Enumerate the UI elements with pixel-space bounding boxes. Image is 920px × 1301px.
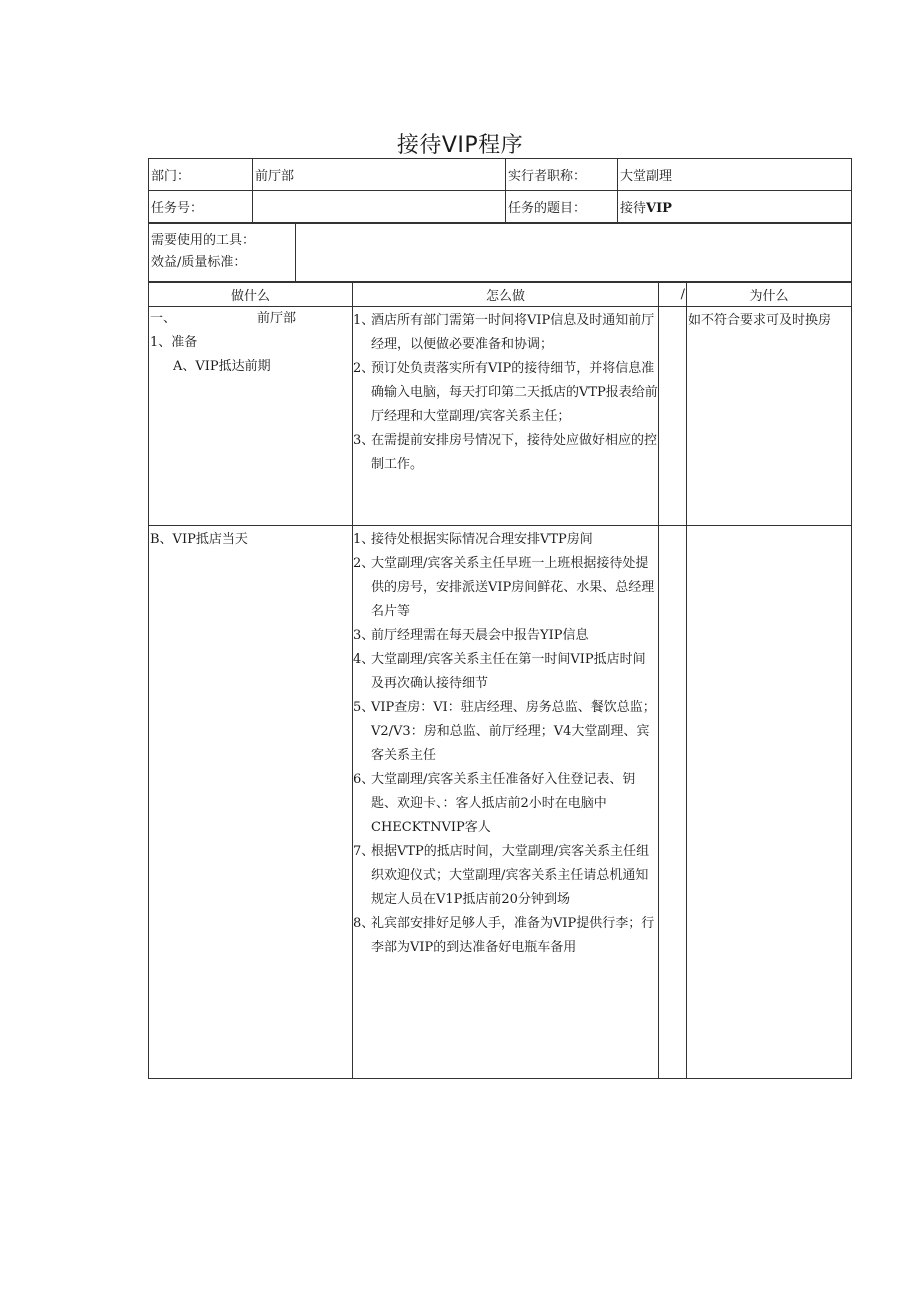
section-b-what: [149, 526, 353, 1079]
section-a-subtitle: A、VIP抵达前期: [173, 359, 271, 374]
quality-label: 效益/质量标准：: [151, 255, 247, 270]
header-what: 做什么: [149, 283, 353, 307]
step-item: 4、 大堂副理/宾客关系主任在第一时间VIP抵店时间及再次确认接待细节: [353, 652, 646, 691]
tools-label-cell: [149, 224, 296, 282]
step-item: 3、 在需提前安排房号情况下，接待处应做好相应的控制工作。: [353, 433, 658, 472]
section-a-row: [149, 307, 852, 526]
step-item: 3、 前厅经理需在每天晨会中报告YIP信息: [353, 628, 589, 643]
section-a-check: [659, 307, 687, 526]
section-b-title: B、VIP抵店当天: [150, 532, 248, 547]
step-item: 5、 VIP查房：VI：驻店经理、房务总监、餐饮总监；V2/V3：房和总监、前厅经理；V4大堂副理、宾客关系主任: [353, 700, 656, 763]
task-no-value: [253, 191, 506, 223]
task-title-label: 任务的题目：: [506, 191, 618, 223]
tools-label: 需要使用的工具：: [151, 233, 256, 248]
tools-table: [148, 223, 852, 282]
section-a-numeral: 一、: [150, 311, 177, 326]
section-b-check: [659, 526, 687, 1079]
task-title-prefix: 接待: [620, 201, 647, 216]
step-item: 7、 根据VTP的抵店时间，大堂副理/宾客关系主任组织欢迎仪式；大堂副理/宾客关系主任请总机通知规定人员在V1P抵店前20分钟到场: [353, 844, 650, 907]
dept-value: 前厅部: [253, 159, 506, 191]
step-item: 1、 酒店所有部门需第一时间将VIP信息及时通知前厅经理，以便做必要准备和协调；: [353, 313, 655, 352]
task-title-bold: VIP: [646, 201, 672, 216]
form-row-task: [149, 191, 852, 223]
dept-label: 部门：: [149, 159, 253, 191]
task-no-label: 任务号：: [149, 191, 253, 223]
tools-value-cell: [296, 224, 852, 282]
step-item: 2、 大堂副理/宾客关系主任早班一上班根据接待处提供的房号，安排派送VIP房间鲜花、水果、总经理名片等: [353, 556, 655, 619]
procedure-table: [148, 282, 852, 1079]
task-title-value: [618, 191, 852, 223]
section-a-how: [353, 307, 659, 526]
step-item: 6、 大堂副理/宾客关系主任准备好入住登记表、钥匙、欢迎卡、：客人抵店前2小时在电脑中CHECKTNVIP客人: [353, 772, 636, 835]
header-form: [148, 158, 852, 223]
form-row-dept: [149, 159, 852, 191]
section-b-why: [687, 526, 852, 1079]
header-how: 怎么做: [353, 283, 659, 307]
section-a-dept: 前厅部: [257, 311, 297, 326]
section-a-what: [149, 307, 353, 526]
section-a-why: [687, 307, 852, 526]
section-b-how: [353, 526, 659, 1079]
step-item: 1、 接待处根据实际情况合理安排VTP房间: [353, 532, 593, 547]
page-title: 接待VIP程序: [396, 133, 524, 158]
section-a-prepare: 1、准备: [150, 335, 198, 350]
procedure-header-row: [149, 283, 852, 307]
role-value: 大堂副理: [618, 159, 852, 191]
header-check: /: [659, 283, 687, 307]
step-item: 8、 礼宾部安排好足够人手，准备为VIP提供行李；行李部为VIP的到达准备好电瓶车备用: [353, 916, 655, 955]
section-a-why-text: 如不符合要求可及时换房: [688, 313, 832, 328]
step-item: 2、 预订处负责落实所有VIP的接待细节，并将信息准确输入电脑，每天打印第二天抵店的VTP报表给前厅经理和大堂副理/宾客关系主任；: [353, 361, 658, 424]
section-b-row: [149, 526, 852, 1079]
role-label: 实行者职称：: [506, 159, 618, 191]
header-why: 为什么: [687, 283, 852, 307]
